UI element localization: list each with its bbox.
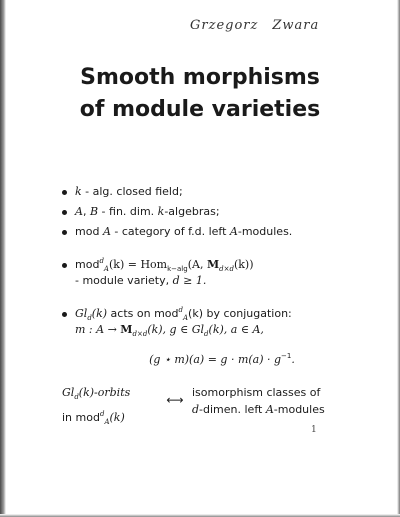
bullet-icon [62,263,67,268]
sup-inverse: −1 [281,352,292,360]
spacer [62,242,382,251]
bullet-text: - module variety, [75,274,173,287]
author-first-name: Grzegorz [190,18,259,33]
bullet-item-module-variety [62,251,382,271]
sub-d: d [87,314,92,322]
sub-kalg: k−alg [167,265,188,273]
math-d-geq-1: d ≥ 1. [172,274,207,287]
orbit-left-text [62,384,162,431]
bullet-item-algebras [62,202,382,222]
var-A: A [265,403,274,416]
bullet-text: - category of f.d. left [110,225,230,238]
math-text: m : A → [75,323,121,336]
sub-dxd: d×d [132,330,148,338]
orbit-text: in mod [62,411,100,424]
sub-A: A [104,418,110,426]
math-text: (k), g ∈ Gl [147,323,205,336]
math-Gl: Gl [62,386,75,399]
math-text: (A, [187,258,207,271]
orbit-text: -dimen. left [199,403,266,416]
sup-d: d [178,306,183,314]
math-M: M [120,323,133,336]
bullet-item-category [62,222,382,242]
title-line-1: Smooth morphisms [80,65,320,90]
math-text: (k) = Hom [108,258,168,271]
bullet-icon [62,210,67,215]
page-title [0,62,400,126]
formula-text: . [291,353,295,366]
bullet-continuation [62,271,382,291]
bullet-text: , [82,205,90,218]
bullet-text: -modules. [237,225,293,238]
sub-d: d [74,393,79,401]
sub-A: A [103,265,109,273]
bullet-text: acts on mod [107,307,179,320]
math-mod: mod [75,258,100,271]
var-A: A [229,225,238,238]
math-text: (k) [91,307,108,320]
formula-text: (g ⋆ m)(a) = g · m(a) · g [149,353,282,366]
author-handwritten [190,18,333,33]
bullet-text: -algebras; [164,205,220,218]
var-A: A [75,205,83,218]
bullet-icon [62,312,67,317]
orbit-text: (k) [109,411,125,424]
bullet-list [62,182,382,366]
sub-d: d [204,330,209,338]
sup-d: d [99,410,105,418]
math-Gl: Gl [75,307,88,320]
bijection-arrow-icon: ⟷ [166,393,184,407]
bullet-text: mod [75,225,103,238]
math-M: M [206,258,220,271]
page-number: 1 [311,425,317,435]
orbit-right-text [192,384,362,418]
orbit-correspondence [62,384,362,424]
bullet-item-field [62,182,382,202]
bullet-text: (k) by conjugation: [188,307,292,320]
orbit-text: (k)-orbits [78,386,131,399]
bullet-item-action [62,300,382,320]
orbit-text: -modules [273,403,325,416]
bullet-icon [62,230,67,235]
sup-d: d [99,257,104,265]
bullet-continuation [62,320,382,340]
author-last-name: Zwara [272,18,320,33]
title-line-2: of module varieties [79,97,321,122]
bullet-icon [62,190,67,195]
var-A: A [102,225,111,238]
spacer [62,291,382,300]
math-text: (k), a ∈ A, [208,323,264,336]
orbit-text: isomorphism classes of [192,386,321,399]
bullet-text: - fin. dim. [98,205,158,218]
math-text: (k)) [233,258,254,271]
conjugation-formula [62,346,382,366]
var-d: d [192,403,200,416]
sub-A: A [182,314,189,322]
var-k: k [157,205,165,218]
bullet-text: - alg. closed field; [81,185,183,198]
var-k: k [75,185,82,198]
var-B: B [89,205,99,218]
sub-dxd: d×d [219,265,234,273]
